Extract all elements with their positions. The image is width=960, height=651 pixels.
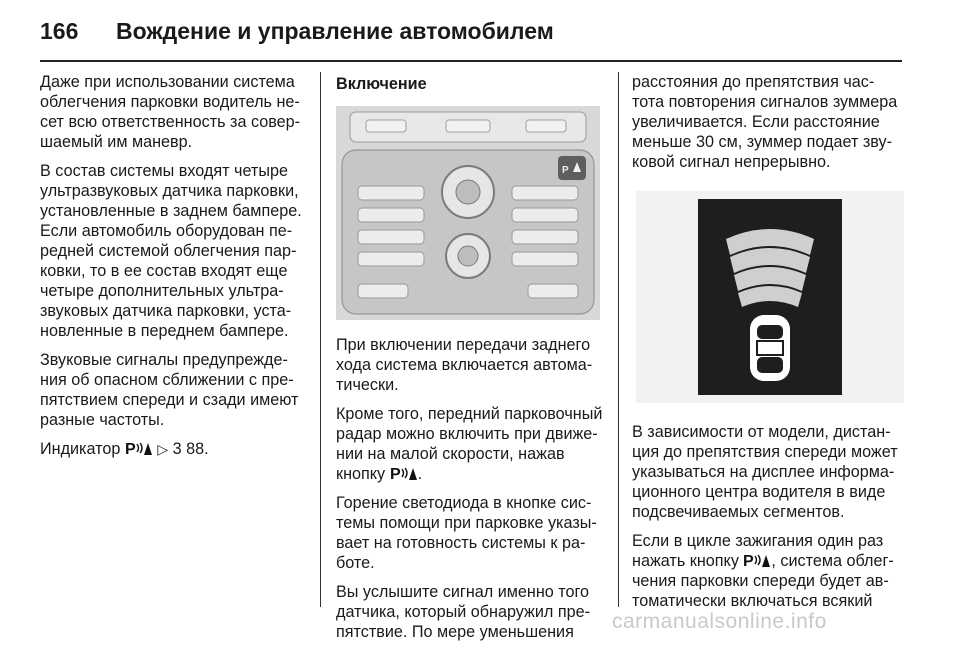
paragraph: расстояния до препятствия час-тота повторения сигналов зуммера увеличивается. Если расстояние меньше 30 см, зуммер подает зву-ковой сигнал непрерывно. bbox=[632, 73, 898, 171]
section-heading: Включение bbox=[336, 75, 427, 93]
paragraph-text: Кроме того, передний парковочный радар можно включить при движе-нии на малой скорости, нажав кнопку bbox=[336, 405, 603, 483]
paragraph: При включении передачи заднего хода система включается автома-тически. bbox=[336, 336, 593, 394]
paragraph-text: , система облег-чения парковки спереди будет ав-томатически включаться всякий bbox=[632, 552, 894, 610]
paragraph: Звуковые сигналы предупрежде-ния об опасном сближении с пре-пятствием спереди и сзади имеют разные частоты. bbox=[40, 351, 299, 429]
paragraph: Вы услышите сигнал именно того датчика, который обнаружил пре-пятствие. По мере уменьшения bbox=[336, 583, 591, 641]
parking-distance-display-illustration bbox=[636, 191, 904, 403]
park-assist-icon bbox=[125, 440, 153, 456]
text-column-2 bbox=[336, 72, 608, 651]
column-divider bbox=[320, 72, 321, 607]
paragraph bbox=[40, 439, 308, 459]
page-number: 166 bbox=[40, 18, 79, 44]
column-divider bbox=[618, 72, 619, 607]
svg-text:P: P bbox=[389, 466, 401, 481]
paragraph: В состав системы входят четыре ультразвуковых датчика парковки, установленные в заднем бампере. Если автомобиль оборудован пе-редней системой облегчения пар-ковки, то в ее состав входят еще четыре дополнительных ультра-звуковых датчика парковки, уста-новленные в переднем бампере. bbox=[40, 162, 302, 340]
paragraph: Даже при использовании система облегчения парковки водитель не-сет всю ответственность за совер-шаемый им маневр. bbox=[40, 73, 301, 151]
watermark-text: carmanualsonline.info bbox=[612, 610, 827, 633]
park-assist-icon bbox=[390, 465, 418, 481]
text-column-1 bbox=[40, 72, 308, 468]
paragraph bbox=[336, 404, 608, 484]
text-column-3 bbox=[632, 72, 904, 620]
svg-text:P: P bbox=[562, 165, 569, 176]
paragraph bbox=[632, 531, 904, 611]
paragraph: Горение светодиода в кнопке сис-темы помощи при парковке указы-вает на готовность системы к ра-боте. bbox=[336, 494, 597, 572]
center-console-illustration bbox=[336, 106, 600, 320]
paragraph: В зависимости от модели, дистан-ция до препятствия спереди может указываться на дисплее информа-ционного центра водителя в виде подсвечиваемых сегментов. bbox=[632, 423, 898, 521]
paragraph-text: Индикатор bbox=[40, 440, 121, 458]
park-assist-icon bbox=[743, 552, 771, 568]
paragraph-text: Если в цикле зажигания один раз нажать кнопку bbox=[632, 532, 884, 570]
page-reference: 3 88. bbox=[172, 440, 209, 458]
svg-text:P: P bbox=[124, 441, 136, 456]
paragraph-text: . bbox=[417, 465, 423, 483]
page-title: Вождение и управление автомобилем bbox=[116, 18, 554, 44]
page-reference-icon: ▷ bbox=[157, 441, 169, 457]
svg-text:P: P bbox=[743, 553, 755, 568]
header-rule bbox=[40, 60, 902, 62]
page-header bbox=[40, 14, 920, 60]
